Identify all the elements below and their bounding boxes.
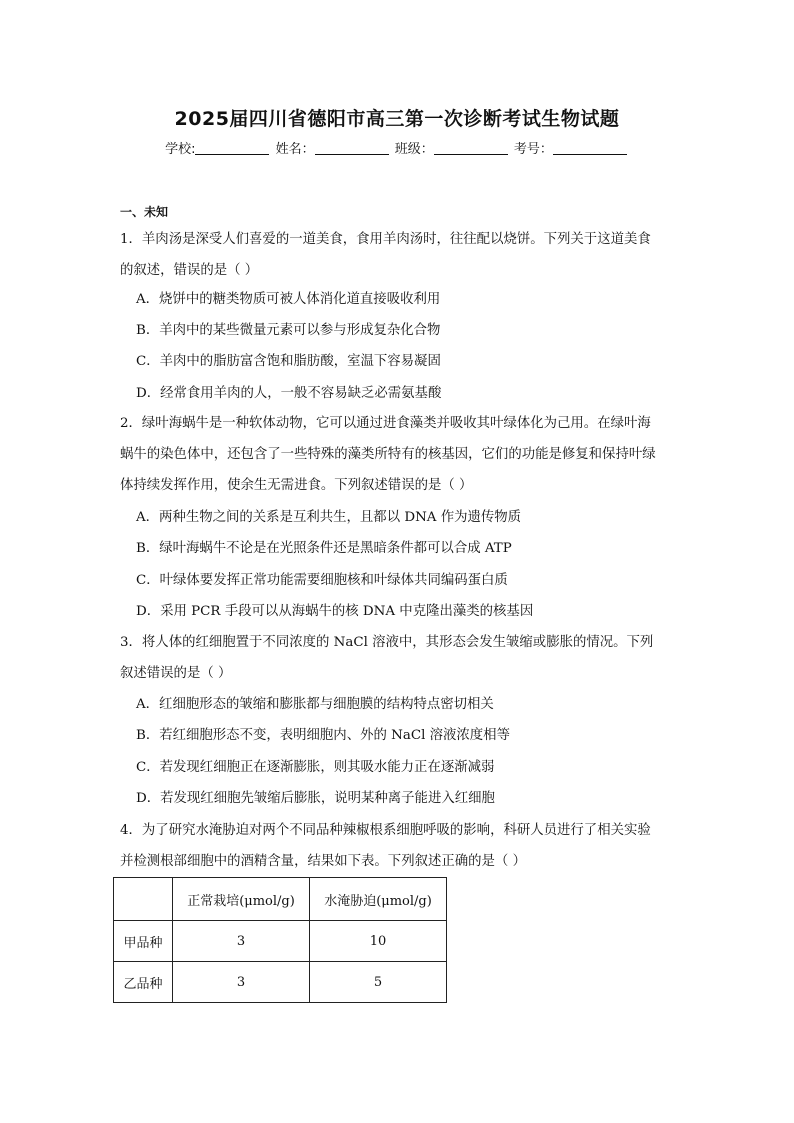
question-1-option-d: D．经常食用羊肉的人，一般不容易缺乏必需氨基酸 bbox=[136, 386, 442, 401]
question-2-option-b: B．绿叶海蜗牛不论是在光照条件还是黑暗条件都可以合成 ATP bbox=[136, 541, 512, 556]
table-cell: 3 bbox=[173, 962, 310, 1003]
school-blank bbox=[195, 142, 269, 155]
question-1-option-b: B．羊肉中的某些微量元素可以参与形成复杂化合物 bbox=[136, 323, 441, 338]
question-line: 的叙述，错误的是（ ） bbox=[120, 263, 259, 278]
question-3-option-a: A．红细胞形态的皱缩和膨胀都与细胞膜的结构特点密切相关 bbox=[136, 697, 494, 712]
question-line: 蜗牛的染色体中，还包含了一些特殊的藻类所特有的核基因，它们的功能是修复和保持叶绿 bbox=[120, 447, 656, 462]
name-blank bbox=[315, 142, 389, 155]
question-3-option-b: B．若红细胞形态不变，表明细胞内、外的 NaCl 溶液浓度相等 bbox=[136, 728, 510, 743]
question-2-stem bbox=[120, 408, 680, 501]
question-4-stem bbox=[120, 815, 680, 877]
table-cell: 甲品种 bbox=[114, 921, 173, 962]
student-info-line bbox=[0, 138, 794, 157]
question-line: 叙述错误的是（ ） bbox=[120, 666, 232, 681]
question-line: 4．为了研究水淹胁迫对两个不同品种辣椒根系细胞呼吸的影响，科研人员进行了相关实验 bbox=[120, 823, 651, 838]
question-2-option-a: A．两种生物之间的关系是互利共生，且都以 DNA 作为遗传物质 bbox=[136, 510, 522, 525]
table-header-cell bbox=[114, 878, 173, 921]
table-header-row bbox=[114, 878, 447, 921]
question-3-option-d: D．若发现红细胞先皱缩后膨胀，说明某种离子能进入红细胞 bbox=[136, 791, 495, 806]
page-title: 2025届四川省德阳市高三第一次诊断考试生物试题 bbox=[174, 108, 620, 130]
table-row bbox=[114, 921, 447, 962]
name-label: 姓名： bbox=[275, 142, 315, 157]
number-label: 考号： bbox=[513, 142, 553, 157]
class-label: 班级： bbox=[394, 142, 434, 157]
question-3-option-c: C．若发现红细胞正在逐渐膨胀，则其吸水能力正在逐渐减弱 bbox=[136, 760, 495, 775]
question-1-option-a: A．烧饼中的糖类物质可被人体消化道直接吸收利用 bbox=[136, 292, 441, 307]
table-cell: 5 bbox=[310, 962, 447, 1003]
question-1-option-c: C．羊肉中的脂肪富含饱和脂肪酸，室温下容易凝固 bbox=[136, 354, 441, 369]
table-cell: 乙品种 bbox=[114, 962, 173, 1003]
question-line: 2．绿叶海蜗牛是一种软体动物，它可以通过进食藻类并吸收其叶绿体化为己用。在绿叶海 bbox=[120, 416, 651, 431]
class-blank bbox=[434, 142, 508, 155]
table-header-cell: 水淹胁迫(μmol/g) bbox=[310, 878, 447, 921]
question-3-stem bbox=[120, 627, 680, 689]
section-heading: 一、未知 bbox=[120, 205, 169, 219]
school-label: 学校: bbox=[165, 142, 196, 157]
question-line: 并检测根部细胞中的酒精含量，结果如下表。下列叙述正确的是（ ） bbox=[120, 854, 526, 869]
number-blank bbox=[553, 142, 627, 155]
question-2-option-d: D．采用 PCR 手段可以从海蜗牛的核 DNA 中克隆出藻类的核基因 bbox=[136, 604, 534, 619]
table-cell: 10 bbox=[310, 921, 447, 962]
table-row bbox=[114, 962, 447, 1003]
question-line: 体持续发挥作用，使余生无需进食。下列叙述错误的是（ ） bbox=[120, 478, 473, 493]
question-line: 1．羊肉汤是深受人们喜爱的一道美食，食用羊肉汤时，往往配以烧饼。下列关于这道美食 bbox=[120, 232, 651, 247]
results-table bbox=[113, 877, 447, 1003]
question-2-option-c: C．叶绿体要发挥正常功能需要细胞核和叶绿体共同编码蛋白质 bbox=[136, 573, 508, 588]
table-cell: 3 bbox=[173, 921, 310, 962]
question-line: 3．将人体的红细胞置于不同浓度的 NaCl 溶液中，其形态会发生皱缩或膨胀的情况。下列 bbox=[120, 635, 654, 650]
table-header-cell: 正常栽培(μmol/g) bbox=[173, 878, 310, 921]
question-1-stem bbox=[120, 224, 680, 286]
